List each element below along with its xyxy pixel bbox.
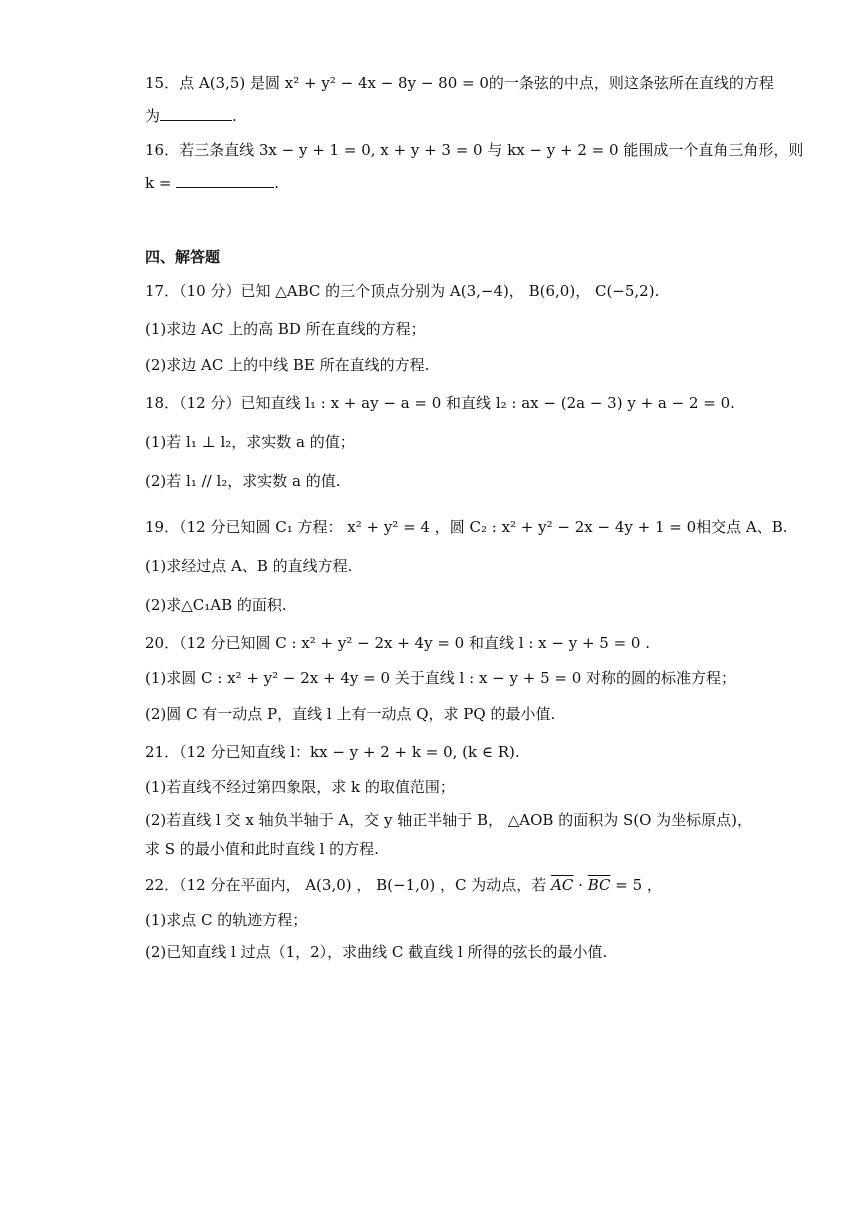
q20-part2: (2)圆 C 有一动点 P，直线 l 上有一动点 Q，求 PQ 的最小值. bbox=[145, 705, 556, 723]
q15-line2-pre: 为 bbox=[145, 107, 161, 125]
dot-operator: · bbox=[573, 876, 588, 894]
q18-part2: (2)若 l₁ // l₂，求实数 a 的值. bbox=[145, 472, 341, 490]
q20-stem: 20．（12 分已知圆 C : x² + y² − 2x + 4y = 0 和直线 l : x − y + 5 = 0 . bbox=[145, 634, 651, 652]
q22-part1: (1)求点 C 的轨迹方程； bbox=[145, 911, 308, 929]
q22-stem bbox=[145, 874, 662, 896]
q21-part1: (1)若直线不经过第四象限，求 k 的取值范围； bbox=[145, 778, 455, 796]
q16-line1: 16．若三条直线 3x − y + 1 = 0, x + y + 3 = 0 与 kx − y + 2 = 0 能围成一个直角三角形，则 bbox=[145, 141, 804, 159]
vector-ac: $\overline{AC}$ bbox=[551, 876, 574, 894]
q16-line2 bbox=[145, 172, 279, 194]
q20-part1: (1)求圆 C : x² + y² − 2x + 4y = 0 关于直线 l : x − y + 5 = 0 对称的圆的标准方程； bbox=[145, 669, 737, 687]
q22-part2: (2)已知直线 l 过点（1，2），求曲线 C 截直线 l 所得的弦长的最小值. bbox=[145, 943, 608, 961]
q15-line2 bbox=[145, 105, 237, 127]
q16-answer-blank bbox=[176, 173, 274, 188]
q21-stem: 21．（12 分已知直线 l：kx − y + 2 + k = 0, (k ∈ R). bbox=[145, 743, 520, 761]
q16-line2-pre: k = bbox=[145, 174, 172, 192]
q21-part2b: 求 S 的最小值和此时直线 l 的方程. bbox=[145, 840, 379, 858]
q18-part1: (1)若 l₁ ⊥ l₂，求实数 a 的值； bbox=[145, 433, 355, 451]
q15-line2-post: . bbox=[232, 107, 237, 125]
vector-bc: $\overline{BC}$ bbox=[587, 876, 611, 894]
q15-answer-blank bbox=[160, 106, 232, 121]
q16-line2-post: . bbox=[274, 174, 279, 192]
q18-stem: 18．（12 分）已知直线 l₁ : x + ay − a = 0 和直线 l₂ : ax − (2a − 3) y + a − 2 = 0. bbox=[145, 394, 735, 412]
q15-line1: 15．点 A(3,5) 是圆 x² + y² − 4x − 8y − 80 = 0的一条弦的中点，则这条弦所在直线的方程 bbox=[145, 74, 774, 92]
q19-part2: (2)求△C₁AB 的面积. bbox=[145, 596, 287, 614]
q21-part2a: (2)若直线 l 交 x 轴负半轴于 A，交 y 轴正半轴于 B， △AOB 的面积为 S(O 为坐标原点)， bbox=[145, 811, 753, 829]
q19-stem: 19．（12 分已知圆 C₁ 方程： x² + y² = 4 ，圆 C₂ : x² + y² − 2x − 4y + 1 = 0相交点 A、B. bbox=[145, 518, 788, 536]
q22-stem-post: = 5 ， bbox=[610, 876, 662, 894]
q19-part1: (1)求经过点 A、B 的直线方程. bbox=[145, 557, 353, 575]
section-title: 四、解答题 bbox=[145, 248, 221, 266]
q17-part1: (1)求边 AC 上的高 BD 所在直线的方程； bbox=[145, 320, 426, 338]
q17-stem: 17．（10 分）已知 △ABC 的三个顶点分别为 A(3,−4)， B(6,0)， C(−5,2). bbox=[145, 282, 660, 300]
q17-part2: (2)求边 AC 上的中线 BE 所在直线的方程. bbox=[145, 356, 430, 374]
q22-stem-pre: 22．（12 分在平面内， A(3,0) ， B(−1,0) ，C 为动点，若 bbox=[145, 876, 552, 894]
